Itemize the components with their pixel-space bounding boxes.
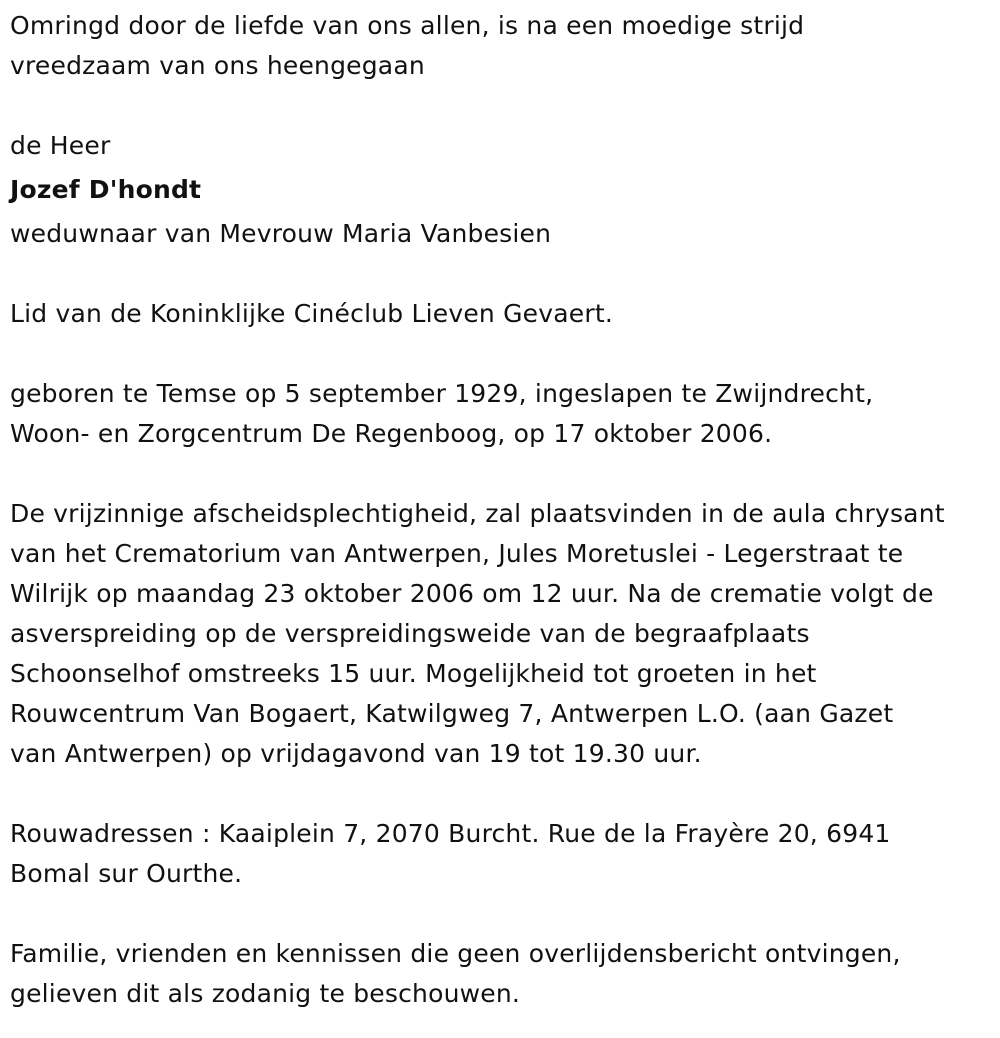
ceremony-line: van het Crematorium van Antwerpen, Jules Moretuslei - Legerstraat te [10,539,904,568]
intro-line: Omringd door de liefde van ons allen, is na een moedige strijd [10,11,805,40]
birth-death-line: geboren te Temse op 5 september 1929, ingeslapen te Zwijndrecht, [10,379,874,408]
ceremony-line: Rouwcentrum Van Bogaert, Katwilgweg 7, Antwerpen L.O. (aan Gazet [10,699,894,728]
spacer [10,86,995,126]
address-line: Rouwadressen : Kaaiplein 7, 2070 Burcht. Rue de la Frayère 20, 6941 [10,819,891,848]
spacer [10,334,995,374]
ceremony-line: asverspreiding op de verspreidingsweide van de begraafplaats [10,619,810,648]
intro-paragraph [10,6,995,86]
ceremony-line: van Antwerpen) op vrijdagavond van 19 tot 19.30 uur. [10,739,702,768]
address-line: Bomal sur Ourthe. [10,859,243,888]
death-notice [10,6,995,1014]
intro-line: vreedzaam van ons heengegaan [10,51,425,80]
closing-line: gelieven dit als zodanig te beschouwen. [10,979,521,1008]
deceased-name: Jozef D'hondt [10,175,202,204]
ceremony-line: Schoonselhof omstreeks 15 uur. Mogelijkheid tot groeten in het [10,659,817,688]
widower-line: weduwnaar van Mevrouw Maria Vanbesien [10,219,552,248]
spacer [10,454,995,494]
birth-death-line: Woon- en Zorgcentrum De Regenboog, op 17 oktober 2006. [10,419,773,448]
birth-death-paragraph [10,374,995,454]
closing-paragraph [10,934,995,1014]
ceremony-line: Wilrijk op maandag 23 oktober 2006 om 12 uur. Na de crematie volgt de [10,579,934,608]
ceremony-paragraph [10,494,995,774]
membership-line: Lid van de Koninklijke Cinéclub Lieven Gevaert. [10,299,613,328]
ceremony-line: De vrijzinnige afscheidsplechtigheid, zal plaatsvinden in de aula chrysant [10,499,945,528]
spacer [10,774,995,814]
addresses-paragraph [10,814,995,894]
honorific-title: de Heer [10,131,111,160]
closing-line: Familie, vrienden en kennissen die geen overlijdensbericht ontvingen, [10,939,901,968]
spacer [10,254,995,294]
spacer [10,894,995,934]
